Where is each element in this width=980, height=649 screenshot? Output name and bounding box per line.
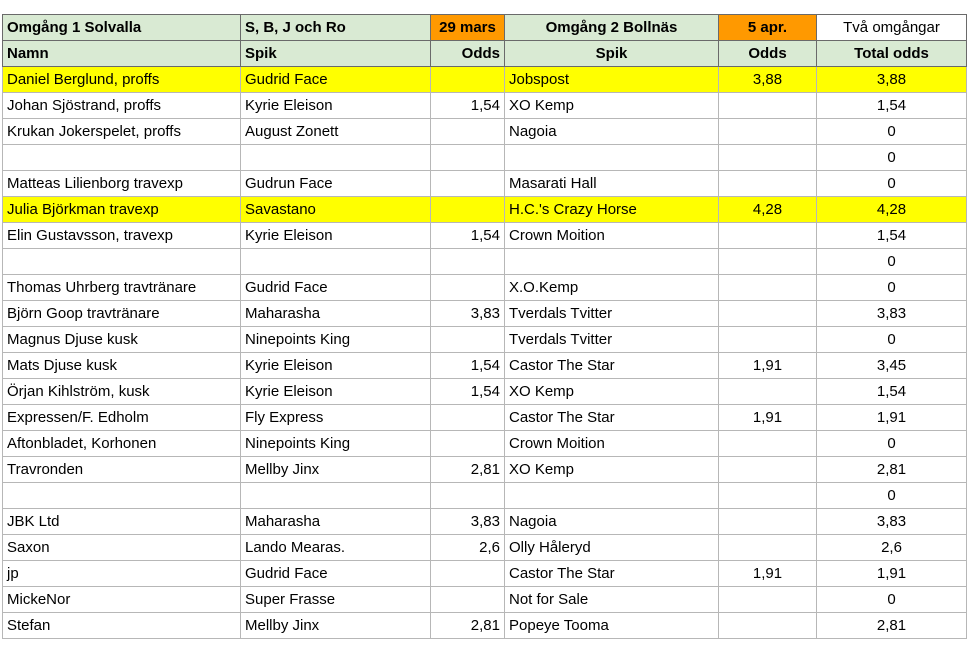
- cell-odds-round2[interactable]: [719, 249, 817, 275]
- cell-spik-round1[interactable]: Mellby Jinx: [241, 457, 431, 483]
- table-row: [3, 145, 967, 171]
- header-row-rounds: [3, 15, 967, 41]
- table-row: [3, 301, 967, 327]
- table-row: [3, 67, 967, 93]
- cell-spik-round1[interactable]: [241, 483, 431, 509]
- table-row: [3, 561, 967, 587]
- cell-two-rounds[interactable]: Två omgångar: [817, 15, 967, 41]
- cell-round2-label[interactable]: Omgång 2 Bollnäs: [505, 15, 719, 41]
- cell-total-odds[interactable]: 0: [817, 327, 967, 353]
- table-row: [3, 353, 967, 379]
- cell-spik-round2[interactable]: H.C.'s Crazy Horse: [505, 197, 719, 223]
- cell-spik-round1[interactable]: Kyrie Eleison: [241, 379, 431, 405]
- cell-name[interactable]: Daniel Berglund, proffs: [3, 67, 241, 93]
- cell-odds-round1[interactable]: [431, 67, 505, 93]
- cell-total-odds[interactable]: 0: [817, 119, 967, 145]
- cell-name[interactable]: Matteas Lilienborg travexp: [3, 171, 241, 197]
- cell-odds-round2[interactable]: [719, 327, 817, 353]
- cell-spik-round2[interactable]: Popeye Tooma: [505, 613, 719, 639]
- cell-name[interactable]: Magnus Djuse kusk: [3, 327, 241, 353]
- table-row: [3, 483, 967, 509]
- cell-spik-round2[interactable]: Jobspost: [505, 67, 719, 93]
- cell-spik-round2[interactable]: Nagoia: [505, 509, 719, 535]
- cell-spik-round1[interactable]: [241, 249, 431, 275]
- table-row: [3, 223, 967, 249]
- cell-spik-round1[interactable]: [241, 145, 431, 171]
- cell-name[interactable]: [3, 483, 241, 509]
- cell-odds-round1[interactable]: [431, 587, 505, 613]
- cell-name[interactable]: Stefan: [3, 613, 241, 639]
- cell-spik-round1[interactable]: Super Frasse: [241, 587, 431, 613]
- table-row: [3, 327, 967, 353]
- cell-name[interactable]: [3, 145, 241, 171]
- cell-total-odds[interactable]: 2,6: [817, 535, 967, 561]
- cell-spik-round2[interactable]: XO Kemp: [505, 379, 719, 405]
- cell-spik-round1[interactable]: Gudrid Face: [241, 67, 431, 93]
- cell-odds-round2[interactable]: [719, 431, 817, 457]
- cell-spik-round2[interactable]: Nagoia: [505, 119, 719, 145]
- cell-odds-round2[interactable]: [719, 535, 817, 561]
- cell-odds-round2[interactable]: [719, 145, 817, 171]
- cell-total-odds[interactable]: 0: [817, 587, 967, 613]
- cell-tracks[interactable]: S, B, J och Ro: [241, 15, 431, 41]
- cell-odds-round2[interactable]: [719, 613, 817, 639]
- cell-total-odds[interactable]: 2,81: [817, 613, 967, 639]
- cell-spik-round2[interactable]: Castor The Star: [505, 353, 719, 379]
- cell-odds-round1[interactable]: 2,6: [431, 535, 505, 561]
- cell-odds-round1[interactable]: [431, 405, 505, 431]
- cell-name[interactable]: Mats Djuse kusk: [3, 353, 241, 379]
- cell-odds-round1[interactable]: 1,54: [431, 223, 505, 249]
- cell-round1-label[interactable]: Omgång 1 Solvalla: [3, 15, 241, 41]
- odds-spreadsheet: [2, 14, 967, 639]
- cell-spik-round2[interactable]: [505, 145, 719, 171]
- table-row: [3, 119, 967, 145]
- cell-odds-round1[interactable]: 2,81: [431, 457, 505, 483]
- table-row: [3, 457, 967, 483]
- cell-odds-round2[interactable]: [719, 301, 817, 327]
- cell-spik-round1[interactable]: Ninepoints King: [241, 327, 431, 353]
- table-row: [3, 535, 967, 561]
- cell-name[interactable]: Thomas Uhrberg travtränare: [3, 275, 241, 301]
- column-header-total[interactable]: Total odds: [817, 41, 967, 67]
- cell-odds-round2[interactable]: 3,88: [719, 67, 817, 93]
- cell-total-odds[interactable]: 0: [817, 483, 967, 509]
- cell-odds-round1[interactable]: [431, 119, 505, 145]
- cell-odds-round2[interactable]: [719, 275, 817, 301]
- cell-odds-round2[interactable]: [719, 483, 817, 509]
- cell-spik-round1[interactable]: Gudrun Face: [241, 171, 431, 197]
- cell-name[interactable]: [3, 249, 241, 275]
- cell-spik-round1[interactable]: Maharasha: [241, 509, 431, 535]
- cell-spik-round2[interactable]: Tverdals Tvitter: [505, 327, 719, 353]
- cell-total-odds[interactable]: 4,28: [817, 197, 967, 223]
- table-row: [3, 379, 967, 405]
- cell-odds-round1[interactable]: 1,54: [431, 93, 505, 119]
- cell-total-odds[interactable]: 1,91: [817, 405, 967, 431]
- cell-total-odds[interactable]: 0: [817, 145, 967, 171]
- cell-round1-date[interactable]: 29 mars: [431, 15, 505, 41]
- cell-name[interactable]: JBK Ltd: [3, 509, 241, 535]
- cell-spik-round1[interactable]: Mellby Jinx: [241, 613, 431, 639]
- cell-odds-round1[interactable]: 3,83: [431, 301, 505, 327]
- cell-spik-round2[interactable]: Masarati Hall: [505, 171, 719, 197]
- cell-odds-round2[interactable]: [719, 93, 817, 119]
- cell-odds-round1[interactable]: 3,83: [431, 509, 505, 535]
- table-row: [3, 171, 967, 197]
- cell-spik-round1[interactable]: Gudrid Face: [241, 275, 431, 301]
- cell-spik-round1[interactable]: Savastano: [241, 197, 431, 223]
- cell-name[interactable]: Travronden: [3, 457, 241, 483]
- cell-spik-round2[interactable]: Crown Moition: [505, 223, 719, 249]
- table-row: [3, 275, 967, 301]
- cell-odds-round1[interactable]: [431, 327, 505, 353]
- cell-total-odds[interactable]: 1,54: [817, 379, 967, 405]
- cell-odds-round1[interactable]: [431, 561, 505, 587]
- cell-total-odds[interactable]: 0: [817, 275, 967, 301]
- header-row-columns: [3, 41, 967, 67]
- cell-total-odds[interactable]: 3,83: [817, 509, 967, 535]
- cell-name[interactable]: MickeNor: [3, 587, 241, 613]
- cell-total-odds[interactable]: 3,88: [817, 67, 967, 93]
- cell-total-odds[interactable]: 2,81: [817, 457, 967, 483]
- cell-odds-round1[interactable]: [431, 145, 505, 171]
- cell-spik-round1[interactable]: Ninepoints King: [241, 431, 431, 457]
- table-row: [3, 405, 967, 431]
- cell-total-odds[interactable]: 0: [817, 171, 967, 197]
- cell-odds-round1[interactable]: [431, 197, 505, 223]
- cell-odds-round2[interactable]: 1,91: [719, 405, 817, 431]
- column-header-spik2[interactable]: Spik: [505, 41, 719, 67]
- cell-spik-round2[interactable]: Castor The Star: [505, 405, 719, 431]
- cell-odds-round2[interactable]: [719, 379, 817, 405]
- cell-odds-round2[interactable]: [719, 457, 817, 483]
- cell-odds-round1[interactable]: 1,54: [431, 379, 505, 405]
- cell-odds-round2[interactable]: [719, 119, 817, 145]
- cell-odds-round2[interactable]: 4,28: [719, 197, 817, 223]
- cell-spik-round1[interactable]: Lando Mearas.: [241, 535, 431, 561]
- cell-spik-round2[interactable]: [505, 483, 719, 509]
- cell-total-odds[interactable]: 1,54: [817, 223, 967, 249]
- cell-spik-round1[interactable]: Kyrie Eleison: [241, 223, 431, 249]
- cell-name[interactable]: jp: [3, 561, 241, 587]
- cell-total-odds[interactable]: 0: [817, 431, 967, 457]
- cell-spik-round1[interactable]: Kyrie Eleison: [241, 353, 431, 379]
- cell-total-odds[interactable]: 3,45: [817, 353, 967, 379]
- cell-name[interactable]: Björn Goop travtränare: [3, 301, 241, 327]
- cell-total-odds[interactable]: 1,91: [817, 561, 967, 587]
- cell-round2-date[interactable]: 5 apr.: [719, 15, 817, 41]
- cell-spik-round1[interactable]: Fly Express: [241, 405, 431, 431]
- cell-total-odds[interactable]: 0: [817, 249, 967, 275]
- cell-odds-round2[interactable]: [719, 587, 817, 613]
- cell-name[interactable]: Aftonbladet, Korhonen: [3, 431, 241, 457]
- cell-name[interactable]: Örjan Kihlström, kusk: [3, 379, 241, 405]
- cell-spik-round2[interactable]: Tverdals Tvitter: [505, 301, 719, 327]
- cell-odds-round2[interactable]: [719, 171, 817, 197]
- cell-name[interactable]: Saxon: [3, 535, 241, 561]
- cell-spik-round2[interactable]: [505, 249, 719, 275]
- cell-odds-round2[interactable]: [719, 223, 817, 249]
- column-header-odds1[interactable]: Odds: [431, 41, 505, 67]
- cell-odds-round1[interactable]: [431, 483, 505, 509]
- cell-spik-round2[interactable]: Castor The Star: [505, 561, 719, 587]
- cell-odds-round2[interactable]: 1,91: [719, 353, 817, 379]
- cell-odds-round1[interactable]: [431, 275, 505, 301]
- cell-odds-round2[interactable]: [719, 509, 817, 535]
- cell-odds-round1[interactable]: 1,54: [431, 353, 505, 379]
- cell-total-odds[interactable]: 1,54: [817, 93, 967, 119]
- cell-spik-round2[interactable]: Crown Moition: [505, 431, 719, 457]
- table-row: [3, 509, 967, 535]
- cell-odds-round1[interactable]: 2,81: [431, 613, 505, 639]
- cell-spik-round2[interactable]: XO Kemp: [505, 93, 719, 119]
- cell-name[interactable]: Krukan Jokerspelet, proffs: [3, 119, 241, 145]
- cell-odds-round1[interactable]: [431, 431, 505, 457]
- table-row: [3, 249, 967, 275]
- cell-name[interactable]: Expressen/F. Edholm: [3, 405, 241, 431]
- column-header-spik1[interactable]: Spik: [241, 41, 431, 67]
- table-row: [3, 613, 967, 639]
- sheet-bottom-edge: [0, 640, 980, 649]
- cell-name[interactable]: Elin Gustavsson, travexp: [3, 223, 241, 249]
- cell-spik-round1[interactable]: August Zonett: [241, 119, 431, 145]
- cell-spik-round2[interactable]: X.O.Kemp: [505, 275, 719, 301]
- cell-spik-round2[interactable]: XO Kemp: [505, 457, 719, 483]
- cell-odds-round2[interactable]: 1,91: [719, 561, 817, 587]
- cell-odds-round1[interactable]: [431, 249, 505, 275]
- sheet-body: [3, 15, 967, 639]
- cell-spik-round2[interactable]: Olly Håleryd: [505, 535, 719, 561]
- column-header-odds2[interactable]: Odds: [719, 41, 817, 67]
- table-row: [3, 587, 967, 613]
- cell-name[interactable]: Johan Sjöstrand, proffs: [3, 93, 241, 119]
- cell-odds-round1[interactable]: [431, 171, 505, 197]
- cell-spik-round1[interactable]: Kyrie Eleison: [241, 93, 431, 119]
- table-row: [3, 197, 967, 223]
- column-header-name[interactable]: Namn: [3, 41, 241, 67]
- cell-name[interactable]: Julia Björkman travexp: [3, 197, 241, 223]
- cell-total-odds[interactable]: 3,83: [817, 301, 967, 327]
- table-row: [3, 93, 967, 119]
- table-row: [3, 431, 967, 457]
- cell-spik-round1[interactable]: Maharasha: [241, 301, 431, 327]
- cell-spik-round2[interactable]: Not for Sale: [505, 587, 719, 613]
- cell-spik-round1[interactable]: Gudrid Face: [241, 561, 431, 587]
